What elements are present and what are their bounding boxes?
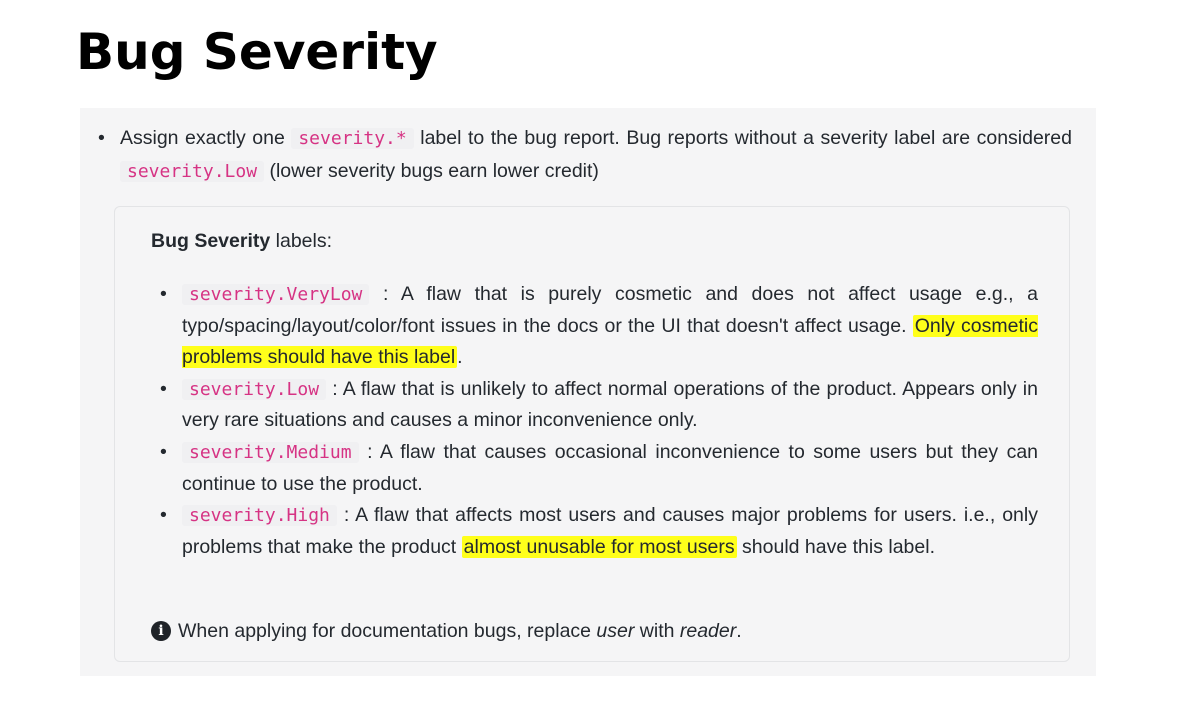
info-icon: i [151,621,171,641]
severity-low-text: : A flaw that is unlikely to affect normal operations of the product. Appears only in very rare situations and causes a minor inconvenience only. [182,377,1038,432]
card-header [151,227,332,255]
default-severity-code: severity.Low [120,161,264,182]
assignment-list [120,122,1072,188]
assignment-rule [120,122,1072,188]
severity-medium-code: severity.Medium [182,442,359,463]
severity-verylow-text: : A flaw that is purely cosmetic and does not affect usage e.g., a typo/spacing/layout/color/font issues in the docs or the UI that doesn't affect usage. [182,283,1038,337]
card-header-rest: labels: [270,230,333,252]
assign-prefix: Assign exactly one [120,127,285,149]
content-panel [80,108,1096,676]
note-middle: with [634,620,680,642]
assign-suffix: (lower severity bugs earn lower credit) [269,160,599,182]
severity-high-code: severity.High [182,505,337,526]
list-item-severity-verylow [182,279,1038,374]
list-item-severity-low [182,374,1038,437]
note-em-user: user [596,620,635,642]
severity-verylow-code: severity.VeryLow [182,284,369,305]
page-title: Bug Severity [76,23,438,81]
note-em-reader: reader [679,620,737,642]
note-prefix: When applying for documentation bugs, replace [178,620,597,642]
severity-label-list [182,279,1038,563]
severity-low-code: severity.Low [182,379,326,400]
severity-labels-card [114,206,1070,662]
severity-wildcard-code: severity.* [291,128,413,149]
highlighted-text: Only cosmetic problems should have this label [182,314,1038,369]
card-header-bold: Bug Severity [151,230,271,252]
list-item-severity-medium [182,437,1038,500]
severity-high-text: : A flaw that affects most users and causes major problems for users. i.e., only problems that make the product [182,504,1038,558]
severity-high-after: should have this label. [742,535,935,558]
severity-medium-text: : A flaw that causes occasional inconvenience to some users but they can continue to use the product. [182,440,1039,495]
note-suffix: . [736,620,742,642]
assign-middle: label to the bug report. Bug reports without a severity label are considered [420,127,1072,149]
severity-verylow-after: . [457,346,463,369]
note-text [178,617,742,645]
highlighted-text: almost unusable for most users [463,535,735,558]
list-item-severity-high [182,500,1038,563]
documentation-note [151,617,742,645]
